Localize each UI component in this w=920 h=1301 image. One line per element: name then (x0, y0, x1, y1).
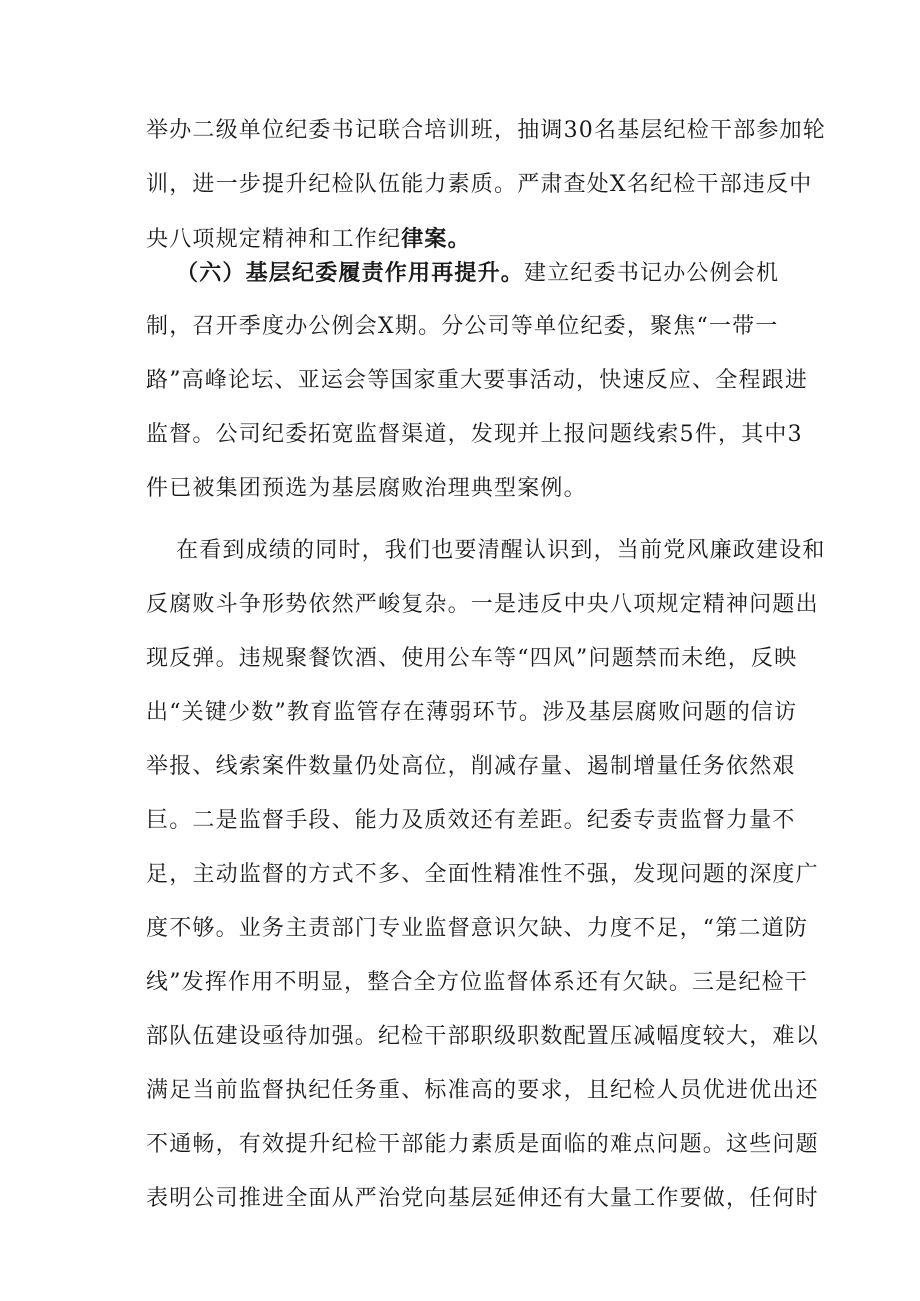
text-line: 部队伍建设亟待加强。纪检干部职级职数配置压减幅度较大，难以 (146, 1024, 819, 1049)
paragraph-problems (146, 524, 826, 1226)
text-line: 举报、线索案件数量仍处高位，削减存量、遏制增量任务依然艰 (146, 754, 796, 779)
text-line: 表明公司推进全面从严治党向基层延伸还有大量工作要做，任何时 (146, 1186, 819, 1211)
text-line: 反腐败斗争形势依然严峻复杂。一是违反中央八项规定精神问题出 (146, 592, 819, 617)
paragraph-grassroots-commission (146, 246, 809, 516)
text-line: 度不够。业务主责部门专业监督意识欠缺、力度不足，“第二道防 (146, 916, 809, 941)
section-heading: （六）基层纪委履责作用再提升。 (176, 260, 525, 286)
bold-text-run: 律案。 (401, 226, 471, 252)
text-line: 制，召开季度办公例会X期。分公司等单位纪委，聚焦“一带一 (146, 314, 779, 339)
text-line: 出“关键少数”教育监管存在薄弱环节。涉及基层腐败问题的信访 (146, 700, 798, 725)
text-line: 在看到成绩的同时，我们也要清醒认识到，当前党风廉政建设和 (176, 538, 826, 563)
text-line: 监督。公司纪委拓宽监督渠道，发现并上报问题线索5件，其中3 (146, 422, 803, 447)
text-line: 现反弹。违规聚餐饮酒、使用公车等“四风”问题禁而未绝，反映 (146, 646, 798, 671)
text-line: 举办二级单位纪委书记联合培训班，抽调30名基层纪检干部参加轮 (146, 118, 826, 143)
text-line: 件已被集团预选为基层腐败治理典型案例。 (146, 476, 587, 501)
text-line: 不通畅，有效提升纪检干部能力素质是面临的难点问题。这些问题 (146, 1132, 819, 1157)
text-line: 线”发挥作用不明显，整合全方位监督体系还有欠缺。三是纪检干 (146, 970, 809, 995)
paragraph-training (146, 104, 826, 266)
text-run: 建立纪委书记办公例会机 (524, 261, 780, 286)
text-line: 满足当前监督执纪任务重、标准高的要求，且纪检人员优进优出还 (146, 1078, 819, 1103)
text-line (146, 246, 786, 300)
text-line: 巨。二是监督手段、能力及质效还有差距。纪委专责监督力量不 (146, 808, 796, 833)
text-run: 央八项规定精神和工作纪 (146, 227, 402, 252)
text-line: 训，进一步提升纪检队伍能力素质。严肃查处X名纪检干部违反中 (146, 172, 813, 197)
text-line: 足，主动监督的方式不多、全面性精准性不强，发现问题的深度广 (146, 862, 819, 887)
text-line: 路”高峰论坛、亚运会等国家重大要事活动，快速反应、全程跟进 (146, 368, 809, 393)
